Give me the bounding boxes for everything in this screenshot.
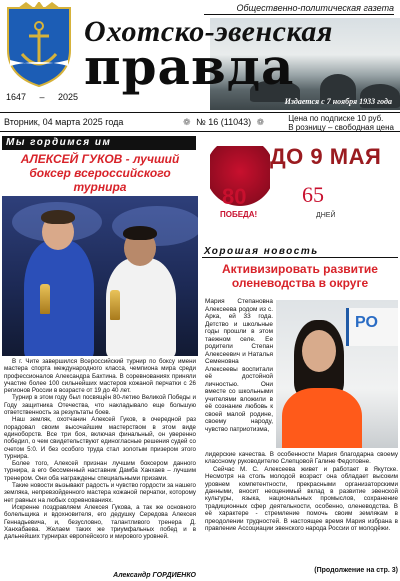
countdown-days-label: ДНЕЙ bbox=[316, 212, 336, 219]
logo-number: 80 bbox=[222, 184, 247, 209]
ornament-icon: ❁ bbox=[183, 117, 191, 127]
continued-note[interactable]: (Продолжение на стр. 3) bbox=[314, 567, 398, 574]
price-retail: В розницу – свободная цена bbox=[288, 123, 394, 132]
founded-note: Издается с 7 ноября 1933 года bbox=[284, 97, 392, 106]
rubric-left: Мы гордимся им bbox=[2, 136, 196, 150]
boxers-photo bbox=[2, 196, 198, 356]
background-sign bbox=[346, 308, 398, 346]
masthead bbox=[0, 0, 400, 112]
coat-of-arms bbox=[4, 2, 78, 102]
portrait-photo bbox=[276, 300, 398, 448]
article-boxer-body bbox=[4, 358, 196, 540]
newspaper-title-line1: Охотско-эвенская bbox=[84, 15, 333, 48]
issue-date: Вторник, 04 марта 2025 года bbox=[4, 117, 124, 127]
newspaper-title-line2: правда bbox=[84, 37, 295, 96]
countdown-title: ДО 9 МАЯ bbox=[270, 144, 382, 169]
paragraph: Сейчас М. С. Алексеева живет и работает в Якутске. Несмотря на столь молодой возраст она обладает высоким уровнем компетентности, прекрасными организаторскими данными, вносит неоценимый вклад в развитие эвенской культуры, языка, национальных промыслов, сохранение традиционных сфер деятельности, особенно, оленеводства. В её характере - стремление помочь своим землякам в преодолении трудностей. В настоящее время Мария избрана в правление Ассоциации эвенского народа России от молодёжи. bbox=[205, 465, 398, 533]
headline-boxer: АЛЕКСЕЙ ГУКОВ - лучший боксер всероссийского турнира bbox=[20, 152, 180, 194]
victory-80-logo bbox=[210, 146, 270, 226]
paragraph: В г. Чите завершился Всероссийский турнир по боксу имени мастера спорта международного класса, чемпиона мира среди профессионалов Александра Бахтина. В соревнованиях приняли участие более 100 сильнейших мастеров кожаной перчатки с 26 регионов России в возрасте от 19 до 40 лет. bbox=[4, 358, 196, 395]
countdown-number: 65 bbox=[302, 182, 324, 207]
price-subscription: Цена по подписке 10 руб. bbox=[288, 114, 384, 123]
years-label bbox=[6, 92, 78, 102]
victory-day-banner bbox=[202, 134, 400, 244]
article-reindeer-body bbox=[205, 451, 398, 532]
sign-text: РО bbox=[355, 314, 378, 331]
headline-reindeer: Активизировать развитие оленеводства в округе bbox=[222, 262, 378, 290]
issue-number bbox=[180, 117, 267, 128]
issue-bar bbox=[0, 112, 400, 132]
paragraph: Такие новости вызывают радость и чувство гордости за нашего земляка, непревзойденного мастера кожаной перчатки, которому нет равных на любых соревнованиях. bbox=[4, 482, 196, 504]
issue-number-text: № 16 (11043) bbox=[196, 117, 252, 127]
paragraph: Искренне поздравляем Алексея Гукова, а так же основного болельщика и вдохновителя, его дедушку Середова Алексея Геннадьевича, и, безусловно, талантливого тренера Д. Ханхабаева. Желаем таких же триумфальных побед и в дальнейших турнирах европейского и мирового уровней. bbox=[4, 503, 196, 541]
paragraph: Более того, Алексей признан лучшим боксером данного турнира, а его бессменный наставник Дамба Ханхаев – лучшим тренером. Они оба награждены специальными призами. bbox=[4, 460, 196, 482]
anchor-crest-icon bbox=[4, 2, 74, 88]
rubric-right: Хорошая новость bbox=[202, 246, 398, 258]
year-start: 1647 bbox=[6, 92, 27, 102]
logo-word: ПОБЕДА! bbox=[220, 210, 258, 219]
paragraph: лидерские качества. В особенности Мария благодарна своему классному руководителю Слепцовой Галине Федотовне. bbox=[205, 451, 398, 466]
article-reindeer-intro: Мария Степановна Алексеева родом из с. Арка, ей 33 года. Детство и школьные годы прошли в этом таежном селе. Ее родители Степан Алексеевич и Наталья Семеновна Алексеевы воспитали её достойной личностью. Они вместе со школьными учителями вложили в её сознание любовь к своей малой родине, своему народу, чувство патриотизма, bbox=[205, 298, 273, 433]
price-info bbox=[288, 114, 394, 132]
author-signature: Александр ГОРДИЕНКО bbox=[113, 572, 196, 579]
tagline: Общественно-политическая газета bbox=[204, 3, 394, 15]
paragraph: Турнир в этом году был посвящён 80-летию Великой Победы и Году защитника Отечества, что накладывало еще большую ответственность за результаты боев. bbox=[4, 394, 196, 417]
paragraph: Наш земляк, охотчанин Алексей Гуков, в очередной раз порадовал своим высочайшим мастерством в этом виде единоборств. Все три боя, включая финальный, он уверенно победил, о чем свидетельствуют единогласные решения судей со счетом 5:0. И без особого труда стал золотым призером этого турнира. bbox=[4, 416, 196, 460]
left-column bbox=[0, 134, 200, 581]
year-separator: – bbox=[39, 92, 45, 102]
ornament-icon: ❁ bbox=[256, 117, 265, 127]
year-end: 2025 bbox=[57, 92, 78, 102]
